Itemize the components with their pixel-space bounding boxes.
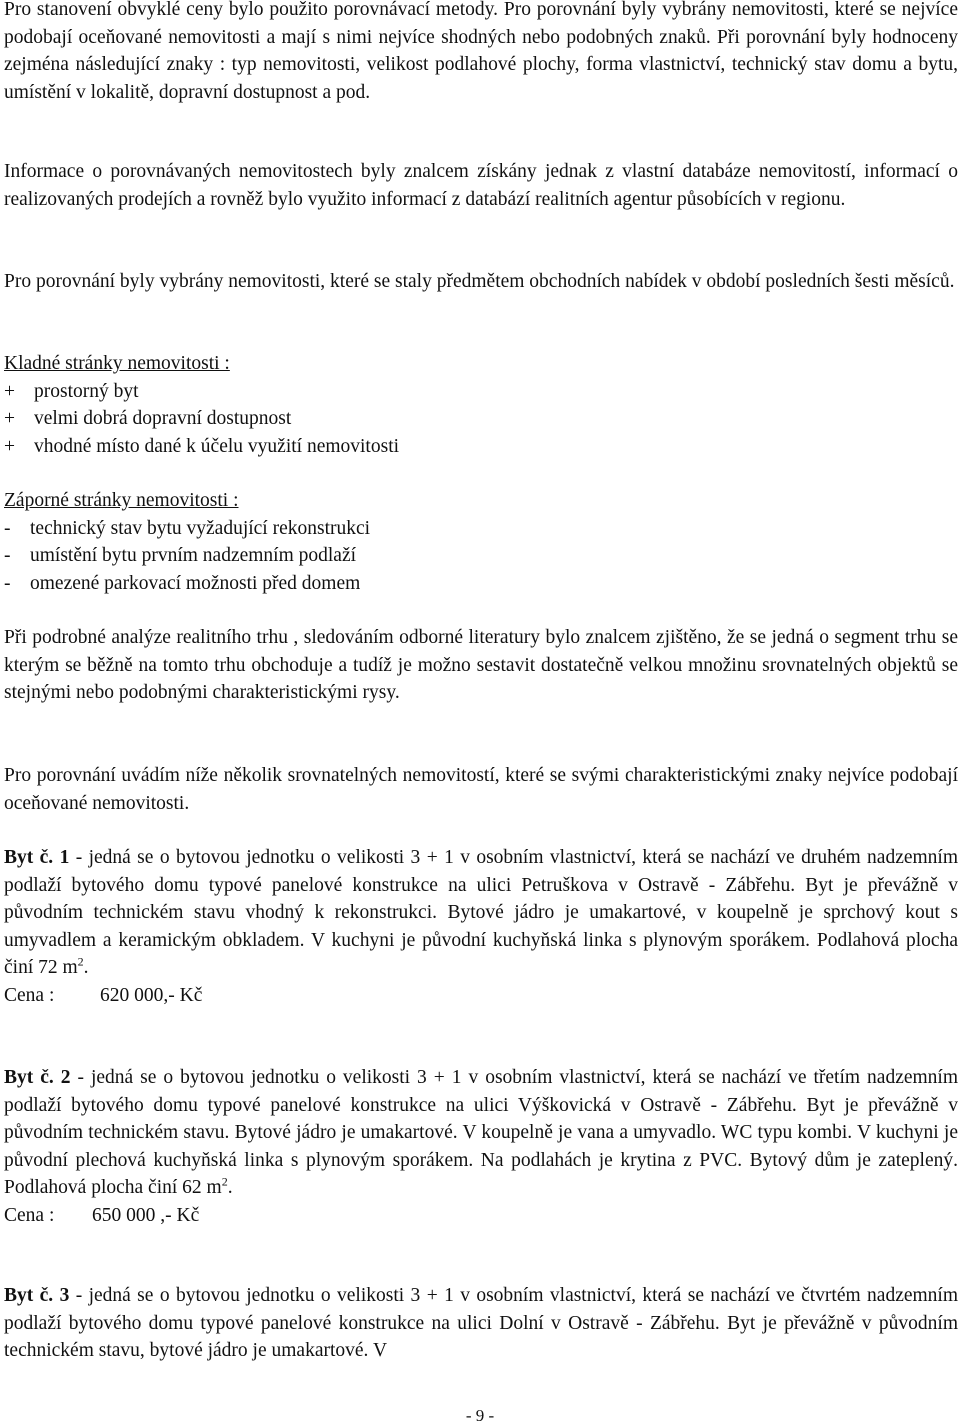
positives-heading: Kladné stránky nemovitosti : [4,353,230,374]
list-item-text: velmi dobrá dopravní dostupnost [34,408,292,429]
list-item-text: prostorný byt [34,380,139,402]
positives-section [4,350,958,460]
list-item [4,433,958,461]
flat-1-price-label: Cena : [4,984,55,1006]
plus-marker: + [4,435,15,457]
negatives-heading: Záporné stránky nemovitosti : [4,490,239,511]
list-item-text: vhodné místo dané k účelu využití nemovitosti [34,435,400,457]
flat-1-tail: . [83,957,89,978]
flat-3-number: 3 [59,1285,70,1306]
list-item [4,378,958,406]
flat-2-text: - jedná se o bytovou jednotku o velikosti 3 + 1 v osobním vlastnictví, která se nachází ve třetím nadzemním podlaží bytového domu typové panelové konstrukce na ulici Výškovická v Ostravě - Zábřehu. Byt je převážně v původním technickém stavu. Bytové jádro je umakartové. V koupelně je vana a umyvadlo. WC typu kombi. V kuchyni je původní plechová kuchyňská linka s plynovým sporákem. Na podlahách je krytina z PVC. Bytový dům je zateplený. Podlahová plocha činí 62 m [4,1067,959,1198]
list-item [4,570,958,598]
flat-2-number: 2 [60,1067,71,1088]
list-item-text: technický stav bytu vyžadující rekonstrukci [30,517,371,539]
flat-3-text: - jedná se o bytovou jednotku o velikosti 3 + 1 v osobním vlastnictví, která se nachází ve čtvrtém nadzemním podlaží bytového domu typové panelové konstrukce na ulici Dolní v Ostravě - Zábřehu. Byt je převážně v původním technickém stavu, bytové jádro je umakartové. V [4,1285,959,1361]
flat-3-section [4,1282,958,1365]
minus-marker: - [4,572,11,594]
flat-2-label: Byt č. [4,1067,54,1088]
flat-2-section [4,1064,958,1229]
minus-marker: - [4,517,11,539]
flat-2-price-row [4,1202,958,1230]
list-item-text: omezené parkovací možnosti před domem [30,572,361,594]
flat-1-number: 1 [59,847,70,868]
flat-1-section [4,844,958,1009]
flat-1-description [4,844,958,982]
selection-paragraph: Pro porovnání byly vybrány nemovitosti, které se staly předmětem obchodních nabídek v období posledních šesti měsíců. [4,271,955,292]
flat-1-text: - jedná se o bytovou jednotku o velikosti 3 + 1 v osobním vlastnictví, která se nachází ve druhém nadzemním podlaží bytového domu typové panelové konstrukce na ulici Petruškova v Ostravě - Zábřehu. Byt je převážně v původním technickém stavu vhodný k rekonstrukci. Bytové jádro je umakartové, v koupelně je sprchový kout s umyvadlem a keramickým obkladem. V kuchyni je původní kuchyňská linka s plynovým sporákem. Podlahová plocha činí 72 m [4,847,959,978]
comparison-intro-paragraph: Pro porovnání uvádím níže několik srovnatelných nemovitostí, které se svými charakteristickými znaky nejvíce podobají oceňované nemovitosti. [4,765,958,814]
flat-3-description [4,1282,958,1365]
intro-paragraph: Pro stanovení obvyklé ceny bylo použito porovnávací metody. Pro porovnání byly vybrány nemovitosti, které se nejvíce podobají oceňované nemovitosti a mají s nimi nejvíce shodných nebo podobných znaků. Při porovnání byly hodnoceny zejména následující znaky : typ nemovitosti, velikost podlahové plochy, forma vlastnictví, technický stav domu a bytu, umístění v lokalitě, dopravní dostupnost a pod. [4,0,958,103]
flat-3-label: Byt č. [4,1285,54,1306]
flat-1-label: Byt č. [4,847,54,868]
minus-marker: - [4,545,11,566]
flat-2-tail: . [227,1177,233,1198]
flat-1-price: 620 000,- Kč [100,984,203,1006]
flat-2-area-exponent: 2 [221,1174,228,1189]
list-item-text: umístění bytu prvním nadzemním podlaží [30,545,357,566]
positives-list [4,378,958,461]
negatives-section [4,487,958,597]
list-item [4,515,958,543]
flat-2-description [4,1064,958,1202]
list-item [4,542,958,570]
plus-marker: + [4,408,15,429]
page-number: - 9 - [465,1406,495,1425]
list-item [4,405,958,433]
sources-paragraph: Informace o porovnávaných nemovitostech byly znalcem získány jednak z vlastní databáze nemovitostí, informací o realizovaných prodejích a rovněž bylo využito informací z databází realitních agentur působících v regionu. [4,161,958,210]
flat-1-area-exponent: 2 [77,954,84,969]
negatives-list [4,515,958,598]
flat-1-price-row [4,982,958,1010]
flat-2-price-label: Cena : [4,1204,55,1226]
flat-2-price: 650 000 ,- Kč [92,1204,200,1226]
analysis-paragraph: Při podrobné analýze realitního trhu , sledováním odborné literatury bylo znalcem zjištěno, že se jedná o segment trhu se kterým se běžně na tomto trhu obchoduje a tudíž je možno sestavit dostatečně velkou množinu srovnatelných objektů se stejnými nebo podobnými charakteristickými rysy. [4,627,958,703]
plus-marker: + [4,380,15,402]
